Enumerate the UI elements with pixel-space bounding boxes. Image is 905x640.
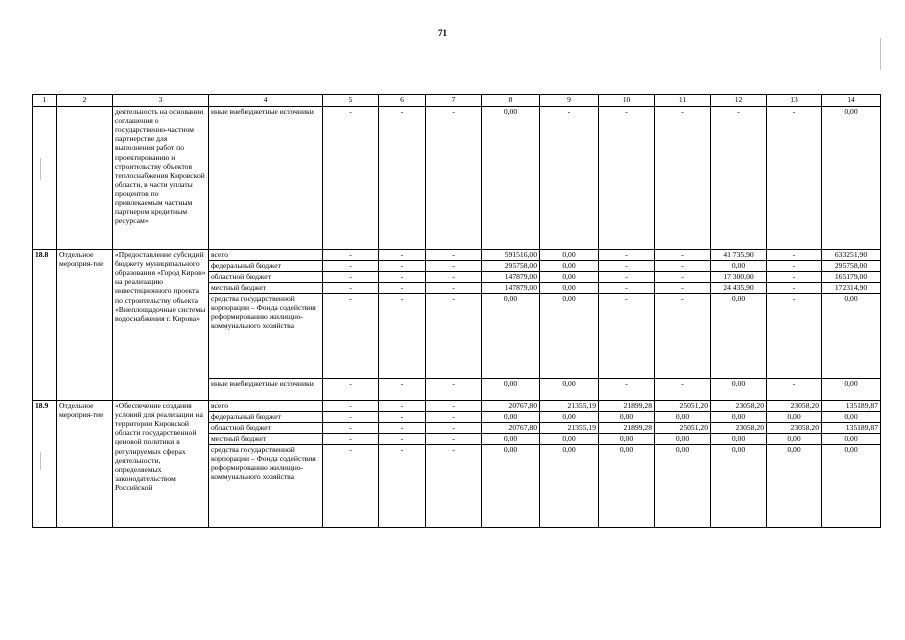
value-cell: -	[767, 379, 822, 401]
value-cell: 0,00	[767, 434, 822, 445]
value-cell: -	[767, 107, 822, 250]
value-cell: -	[379, 283, 426, 294]
value-cell: 0,00	[822, 434, 881, 445]
page-number: 71	[438, 28, 447, 38]
value-cell: -	[379, 434, 426, 445]
funding-source: средства государственной корпорации – Фонда содействия реформированию жилищно-коммунального хозяйства	[209, 445, 323, 528]
value-cell: -	[323, 423, 379, 434]
row-description: «Предоставление субсидий бюджету муниципального образования «Город Киров» на реализацию инвестиционного проекта по строительству объекта «Внеплощадочные системы водоснабжения г. Кирова»	[113, 250, 209, 401]
value-cell: 0,00	[599, 434, 655, 445]
value-cell: 21899,28	[599, 401, 655, 412]
column-header: 11	[655, 95, 711, 107]
value-cell: 0,00	[599, 445, 655, 528]
value-cell: 0,00	[540, 272, 599, 283]
value-cell: -	[426, 107, 482, 250]
value-cell: -	[767, 283, 822, 294]
value-cell: 0,00	[711, 412, 767, 423]
funding-source: иные внебюджетные источники	[209, 107, 323, 250]
value-cell: 25051,20	[655, 423, 711, 434]
value-cell: 0,00	[767, 445, 822, 528]
value-cell: 0,00	[711, 261, 767, 272]
value-cell: -	[599, 272, 655, 283]
funding-source: всего	[209, 401, 323, 412]
margin-mark	[880, 38, 881, 70]
table-row	[33, 250, 881, 261]
column-header: 10	[599, 95, 655, 107]
value-cell: 633251,90	[822, 250, 881, 261]
value-cell: 23058,20	[767, 401, 822, 412]
value-cell: -	[426, 261, 482, 272]
column-header: 6	[379, 95, 426, 107]
funding-source: федеральный бюджет	[209, 261, 323, 272]
column-header: 12	[711, 95, 767, 107]
table-row	[33, 401, 881, 412]
value-cell: 0,00	[822, 445, 881, 528]
value-cell: -	[767, 250, 822, 261]
funding-source: средства государственной корпорации – Фонда содействия реформированию жилищно-коммунального хозяйства	[209, 294, 323, 379]
value-cell: 23058,20	[767, 423, 822, 434]
value-cell: -	[323, 283, 379, 294]
value-cell: -	[379, 412, 426, 423]
value-cell: -	[426, 423, 482, 434]
value-cell: -	[655, 107, 711, 250]
column-header: 3	[113, 95, 209, 107]
column-header: 14	[822, 95, 881, 107]
column-header: 1	[33, 95, 57, 107]
row-description: «Обеспечение создания условий для реализации на территории Кировской области государственной ценовой политики в регулируемых сферах деятельности, определяемых законодательством Российской	[113, 401, 209, 528]
value-cell: 147879,00	[482, 283, 540, 294]
value-cell: 20767,80	[482, 401, 540, 412]
value-cell: 0,00	[711, 434, 767, 445]
value-cell: -	[426, 379, 482, 401]
value-cell: 0,00	[482, 412, 540, 423]
value-cell: -	[767, 272, 822, 283]
value-cell: 135189,87	[822, 401, 881, 412]
value-cell: 0,00	[655, 412, 711, 423]
value-cell: -	[379, 294, 426, 379]
value-cell: 0,00	[540, 250, 599, 261]
value-cell: -	[379, 379, 426, 401]
value-cell: 0,00	[822, 412, 881, 423]
funding-source: всего	[209, 250, 323, 261]
value-cell: -	[379, 401, 426, 412]
value-cell: 591516,00	[482, 250, 540, 261]
value-cell: -	[426, 401, 482, 412]
value-cell: -	[655, 272, 711, 283]
value-cell: -	[426, 272, 482, 283]
row-type-cell	[57, 107, 113, 250]
value-cell: 21355,19	[540, 423, 599, 434]
value-cell: -	[379, 107, 426, 250]
value-cell: 24 435,90	[711, 283, 767, 294]
row-number-cell: 18.8	[33, 250, 57, 401]
value-cell: 23058,20	[711, 401, 767, 412]
value-cell: -	[323, 379, 379, 401]
value-cell: -	[379, 445, 426, 528]
funding-source: областной бюджет	[209, 423, 323, 434]
value-cell: -	[323, 294, 379, 379]
value-cell: 0,00	[822, 107, 881, 250]
funding-source: иные внебюджетные источники	[209, 379, 323, 401]
value-cell: -	[655, 294, 711, 379]
value-cell: -	[323, 445, 379, 528]
value-cell: -	[379, 272, 426, 283]
value-cell: -	[767, 261, 822, 272]
value-cell: 0,00	[822, 379, 881, 401]
value-cell: 0,00	[711, 294, 767, 379]
value-cell: -	[655, 283, 711, 294]
value-cell: 0,00	[540, 412, 599, 423]
value-cell: -	[599, 379, 655, 401]
value-cell: -	[426, 434, 482, 445]
funding-source: местный бюджет	[209, 283, 323, 294]
column-header: 7	[426, 95, 482, 107]
row-type-cell: Отдельное мероприя-тие	[57, 401, 113, 528]
value-cell: 0,00	[540, 445, 599, 528]
value-cell: 0,00	[540, 261, 599, 272]
value-cell: 0,00	[482, 434, 540, 445]
funding-source: местный бюджет	[209, 434, 323, 445]
value-cell: -	[655, 261, 711, 272]
header-row	[33, 95, 881, 107]
value-cell: 0,00	[711, 445, 767, 528]
row-number-cell	[33, 107, 57, 250]
value-cell: -	[767, 294, 822, 379]
value-cell: 0,00	[822, 294, 881, 379]
row-description: деятельность на основании соглашения о государственно-частном партнерстве для выполнения работ по проектированию и строительству объектов теплоснабжения Кировской области, в части уплаты процентов по привлекаемым частным партнером кредитным ресурсам»	[113, 107, 209, 250]
row-number-cell: 18.9	[33, 401, 57, 528]
value-cell: 0,00	[540, 294, 599, 379]
value-cell: -	[323, 261, 379, 272]
value-cell: 0,00	[482, 445, 540, 528]
value-cell: 165179,00	[822, 272, 881, 283]
value-cell: -	[323, 434, 379, 445]
column-header: 5	[323, 95, 379, 107]
value-cell: 0,00	[655, 445, 711, 528]
value-cell: 0,00	[599, 412, 655, 423]
value-cell: 0,00	[655, 434, 711, 445]
column-header: 4	[209, 95, 323, 107]
value-cell: -	[379, 250, 426, 261]
table-row	[33, 107, 881, 250]
column-header: 9	[540, 95, 599, 107]
value-cell: 0,00	[540, 434, 599, 445]
value-cell: -	[655, 379, 711, 401]
value-cell: 295758,00	[822, 261, 881, 272]
value-cell: 0,00	[482, 294, 540, 379]
value-cell: 20767,80	[482, 423, 540, 434]
value-cell: -	[323, 412, 379, 423]
value-cell: -	[426, 250, 482, 261]
value-cell: 25051,20	[655, 401, 711, 412]
column-header: 13	[767, 95, 822, 107]
value-cell: 17 300,00	[711, 272, 767, 283]
value-cell: 21899,28	[599, 423, 655, 434]
column-header: 8	[482, 95, 540, 107]
value-cell: 172314,90	[822, 283, 881, 294]
value-cell: 135189,87	[822, 423, 881, 434]
value-cell: -	[655, 250, 711, 261]
value-cell: 0,00	[767, 412, 822, 423]
value-cell: -	[599, 107, 655, 250]
value-cell: 21355,19	[540, 401, 599, 412]
value-cell: 0,00	[540, 379, 599, 401]
value-cell: -	[323, 250, 379, 261]
value-cell: 295758,00	[482, 261, 540, 272]
value-cell: -	[426, 445, 482, 528]
value-cell: -	[426, 294, 482, 379]
value-cell: -	[540, 107, 599, 250]
value-cell: -	[379, 261, 426, 272]
column-header: 2	[57, 95, 113, 107]
value-cell: -	[599, 283, 655, 294]
value-cell: 0,00	[482, 107, 540, 250]
funding-source: областной бюджет	[209, 272, 323, 283]
value-cell: -	[323, 272, 379, 283]
budget-table	[32, 94, 881, 528]
value-cell: -	[711, 107, 767, 250]
value-cell: 0,00	[482, 379, 540, 401]
value-cell: -	[323, 107, 379, 250]
value-cell: -	[323, 401, 379, 412]
value-cell: 23058,20	[711, 423, 767, 434]
value-cell: 0,00	[711, 379, 767, 401]
value-cell: -	[379, 423, 426, 434]
row-type-cell: Отдельное мероприя-тие	[57, 250, 113, 401]
value-cell: -	[599, 250, 655, 261]
value-cell: -	[426, 283, 482, 294]
value-cell: -	[599, 294, 655, 379]
value-cell: 0,00	[540, 283, 599, 294]
funding-source: федеральный бюджет	[209, 412, 323, 423]
value-cell: -	[599, 261, 655, 272]
value-cell: -	[426, 412, 482, 423]
value-cell: 147879,00	[482, 272, 540, 283]
value-cell: 41 735,90	[711, 250, 767, 261]
